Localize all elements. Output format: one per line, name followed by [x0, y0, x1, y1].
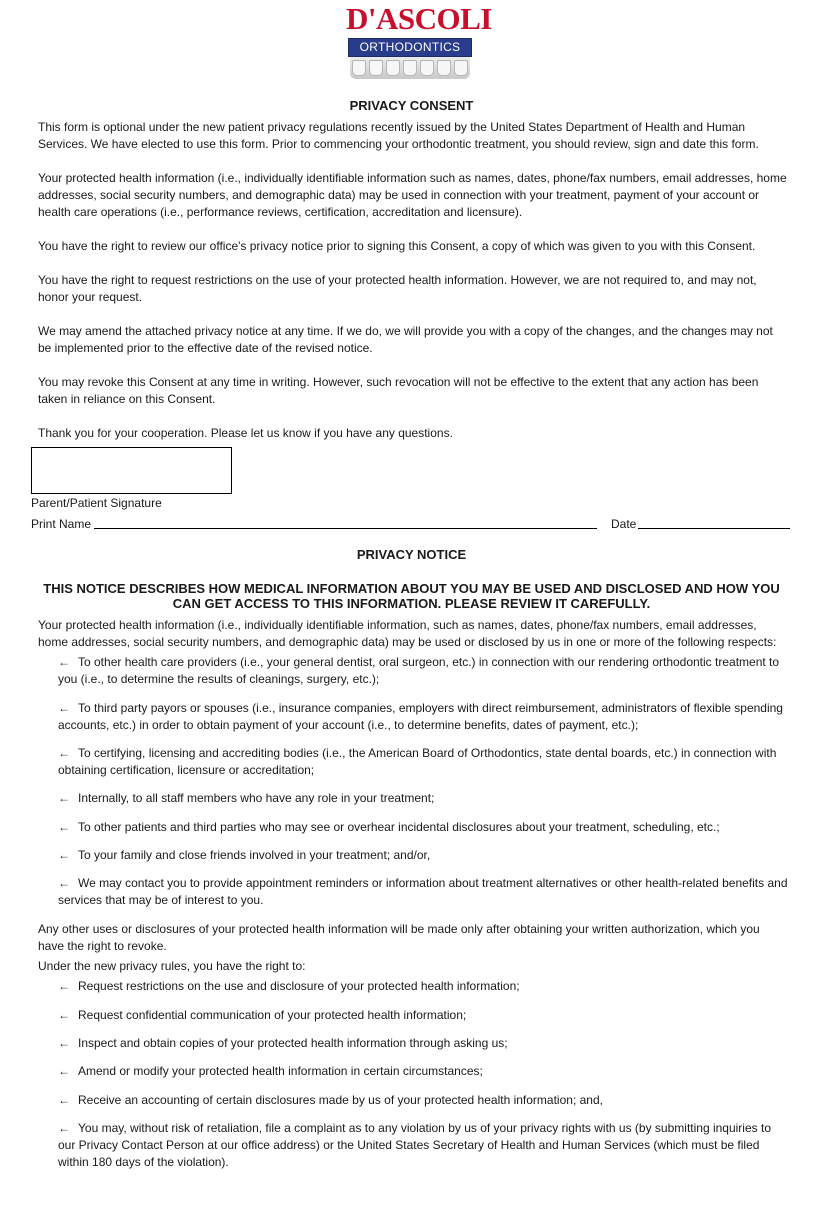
tooth-icon — [369, 60, 383, 76]
list-item — [58, 1092, 788, 1109]
consent-paragraph: Thank you for your cooperation. Please let us know if you have any questions. — [38, 426, 453, 440]
consent-paragraph: You have the right to review our office's privacy notice prior to signing this Consent, a copy of which was given to you with this Consent. — [38, 239, 756, 253]
print-name-field[interactable] — [94, 528, 597, 529]
tooth-icon — [437, 60, 451, 76]
list-item-text: To third party payors or spouses (i.e., insurance companies, employers with direct reimbursement, administrators of flexible spending accounts, etc.) in order to obtain payment of your account (i.e., to determine benefits, dates of payment, etc.); — [58, 701, 783, 732]
other-uses-paragraph: Any other uses or disclosures of your protected health information will be made only after obtaining your written authorization, which you have the right to revoke. — [38, 922, 760, 953]
list-item-text: Internally, to all staff members who have any role in your treatment; — [78, 791, 435, 805]
list-item-text: To certifying, licensing and accrediting bodies (i.e., the American Board of Orthodontics, state dental boards, etc.) in connection with obtaining certification, licensure or accreditation; — [58, 746, 777, 777]
list-item — [58, 654, 788, 688]
consent-title: PRIVACY CONSENT — [349, 98, 474, 113]
list-item-text: To other health care providers (i.e., your general dentist, oral surgeon, etc.) in connection with our rendering orthodontic treatment to you (i.e., to determine the results of cleanings, surgery, etc.); — [58, 655, 780, 686]
consent-paragraph: You have the right to request restrictions on the use of your protected health information. However, we are not required to, and may not, honor your request. — [38, 273, 757, 304]
arrow-left-icon: ← — [58, 848, 70, 862]
consent-paragraph: Your protected health information (i.e., individually identifiable information such as names, dates, phone/fax numbers, email addresses, home addresses, social security numbers, and demographic data) may be used in connection with your treatment, payment of your account or health care operations (i.e., performance reviews, certification, accreditation and licensure). — [38, 171, 787, 219]
arrow-left-icon: ← — [58, 1008, 70, 1022]
arrow-left-icon: ← — [58, 1093, 70, 1107]
list-item-text: Receive an accounting of certain disclosures made by us of your protected health information; and, — [78, 1093, 603, 1107]
arrow-left-icon: ← — [58, 655, 70, 669]
arrow-left-icon: ← — [58, 820, 70, 834]
teeth-graphic — [350, 57, 470, 79]
logo-subtitle: ORTHODONTICS — [359, 40, 461, 54]
tooth-icon — [454, 60, 468, 76]
list-item-text: Request restrictions on the use and disclosure of your protected health information; — [78, 979, 520, 993]
list-item-text: Request confidential communication of your protected health information; — [78, 1008, 467, 1022]
arrow-left-icon: ← — [58, 746, 70, 760]
signature-label: Parent/Patient Signature — [31, 496, 162, 510]
tooth-icon — [352, 60, 366, 76]
list-item — [58, 745, 788, 779]
list-item-text: Amend or modify your protected health information in certain circumstances; — [78, 1064, 483, 1078]
tooth-icon — [386, 60, 400, 76]
tooth-icon — [403, 60, 417, 76]
arrow-left-icon: ← — [58, 791, 70, 805]
list-item-text: To other patients and third parties who may see or overhear incidental disclosures about your treatment, scheduling, etc.; — [78, 820, 720, 834]
consent-paragraph: This form is optional under the new patient privacy regulations recently issued by the United States Department of Health and Human Services. We have elected to use this form. Prior to commencing your orthodontic treatment, you should review, sign and date this form. — [38, 120, 759, 151]
notice-heading: THIS NOTICE DESCRIBES HOW MEDICAL INFORMATION ABOUT YOU MAY BE USED AND DISCLOSED AND HOW YOU CAN GET ACCESS TO THIS INFORMATION. PLEASE REVIEW IT CAREFULLY. — [43, 581, 780, 611]
arrow-left-icon: ← — [58, 979, 70, 993]
list-item-text: We may contact you to provide appointment reminders or information about treatment alternatives or other health-related benefits and services that may be of interest to you. — [58, 876, 788, 907]
arrow-left-icon: ← — [58, 701, 70, 715]
list-item — [58, 1035, 788, 1052]
list-item — [58, 790, 788, 807]
list-item — [58, 819, 788, 836]
list-item — [58, 1063, 788, 1080]
arrow-left-icon: ← — [58, 1121, 70, 1135]
consent-paragraph: You may revoke this Consent at any time in writing. However, such revocation will not be effective to the extent that any action has been taken in reliance on this Consent. — [38, 375, 759, 406]
list-item — [58, 700, 788, 734]
consent-paragraph: We may amend the attached privacy notice at any time. If we do, we will provide you with a copy of the changes, and the changes may not be implemented prior to the effective date of the revised notice. — [38, 324, 773, 355]
list-item — [58, 875, 788, 909]
logo-subtitle-bar — [348, 38, 472, 57]
notice-intro: Your protected health information (i.e., individually identifiable information, such as names, dates, phone/fax numbers, email addresses, home addresses, social security numbers, and demographic data) may be used or disclosed by us in one or more of the following respects: — [38, 618, 777, 649]
list-item-text: To your family and close friends involved in your treatment; and/or, — [78, 848, 431, 862]
signature-box[interactable] — [31, 447, 232, 494]
list-item — [58, 1007, 788, 1024]
print-name-label: Print Name — [31, 517, 92, 531]
list-item — [58, 847, 788, 864]
notice-title: PRIVACY NOTICE — [356, 547, 467, 562]
list-item-text: You may, without risk of retaliation, file a complaint as to any violation by us of your privacy rights with us (by submitting inquiries to our Privacy Contact Person at our office address) or the United States Secretary of Health and Human Services (which must be filed within 180 days of the violation). — [58, 1121, 771, 1169]
arrow-left-icon: ← — [58, 876, 70, 890]
logo-title: D'ASCOLI — [346, 1, 492, 36]
list-item-text: Inspect and obtain copies of your protected health information through asking us; — [78, 1036, 508, 1050]
list-item — [58, 1120, 788, 1171]
tooth-icon — [420, 60, 434, 76]
arrow-left-icon: ← — [58, 1064, 70, 1078]
date-field[interactable] — [638, 528, 790, 529]
list-item — [58, 978, 788, 995]
practice-logo — [346, 1, 492, 82]
date-label: Date — [611, 517, 637, 531]
rights-intro: Under the new privacy rules, you have the right to: — [38, 959, 306, 973]
arrow-left-icon: ← — [58, 1036, 70, 1050]
